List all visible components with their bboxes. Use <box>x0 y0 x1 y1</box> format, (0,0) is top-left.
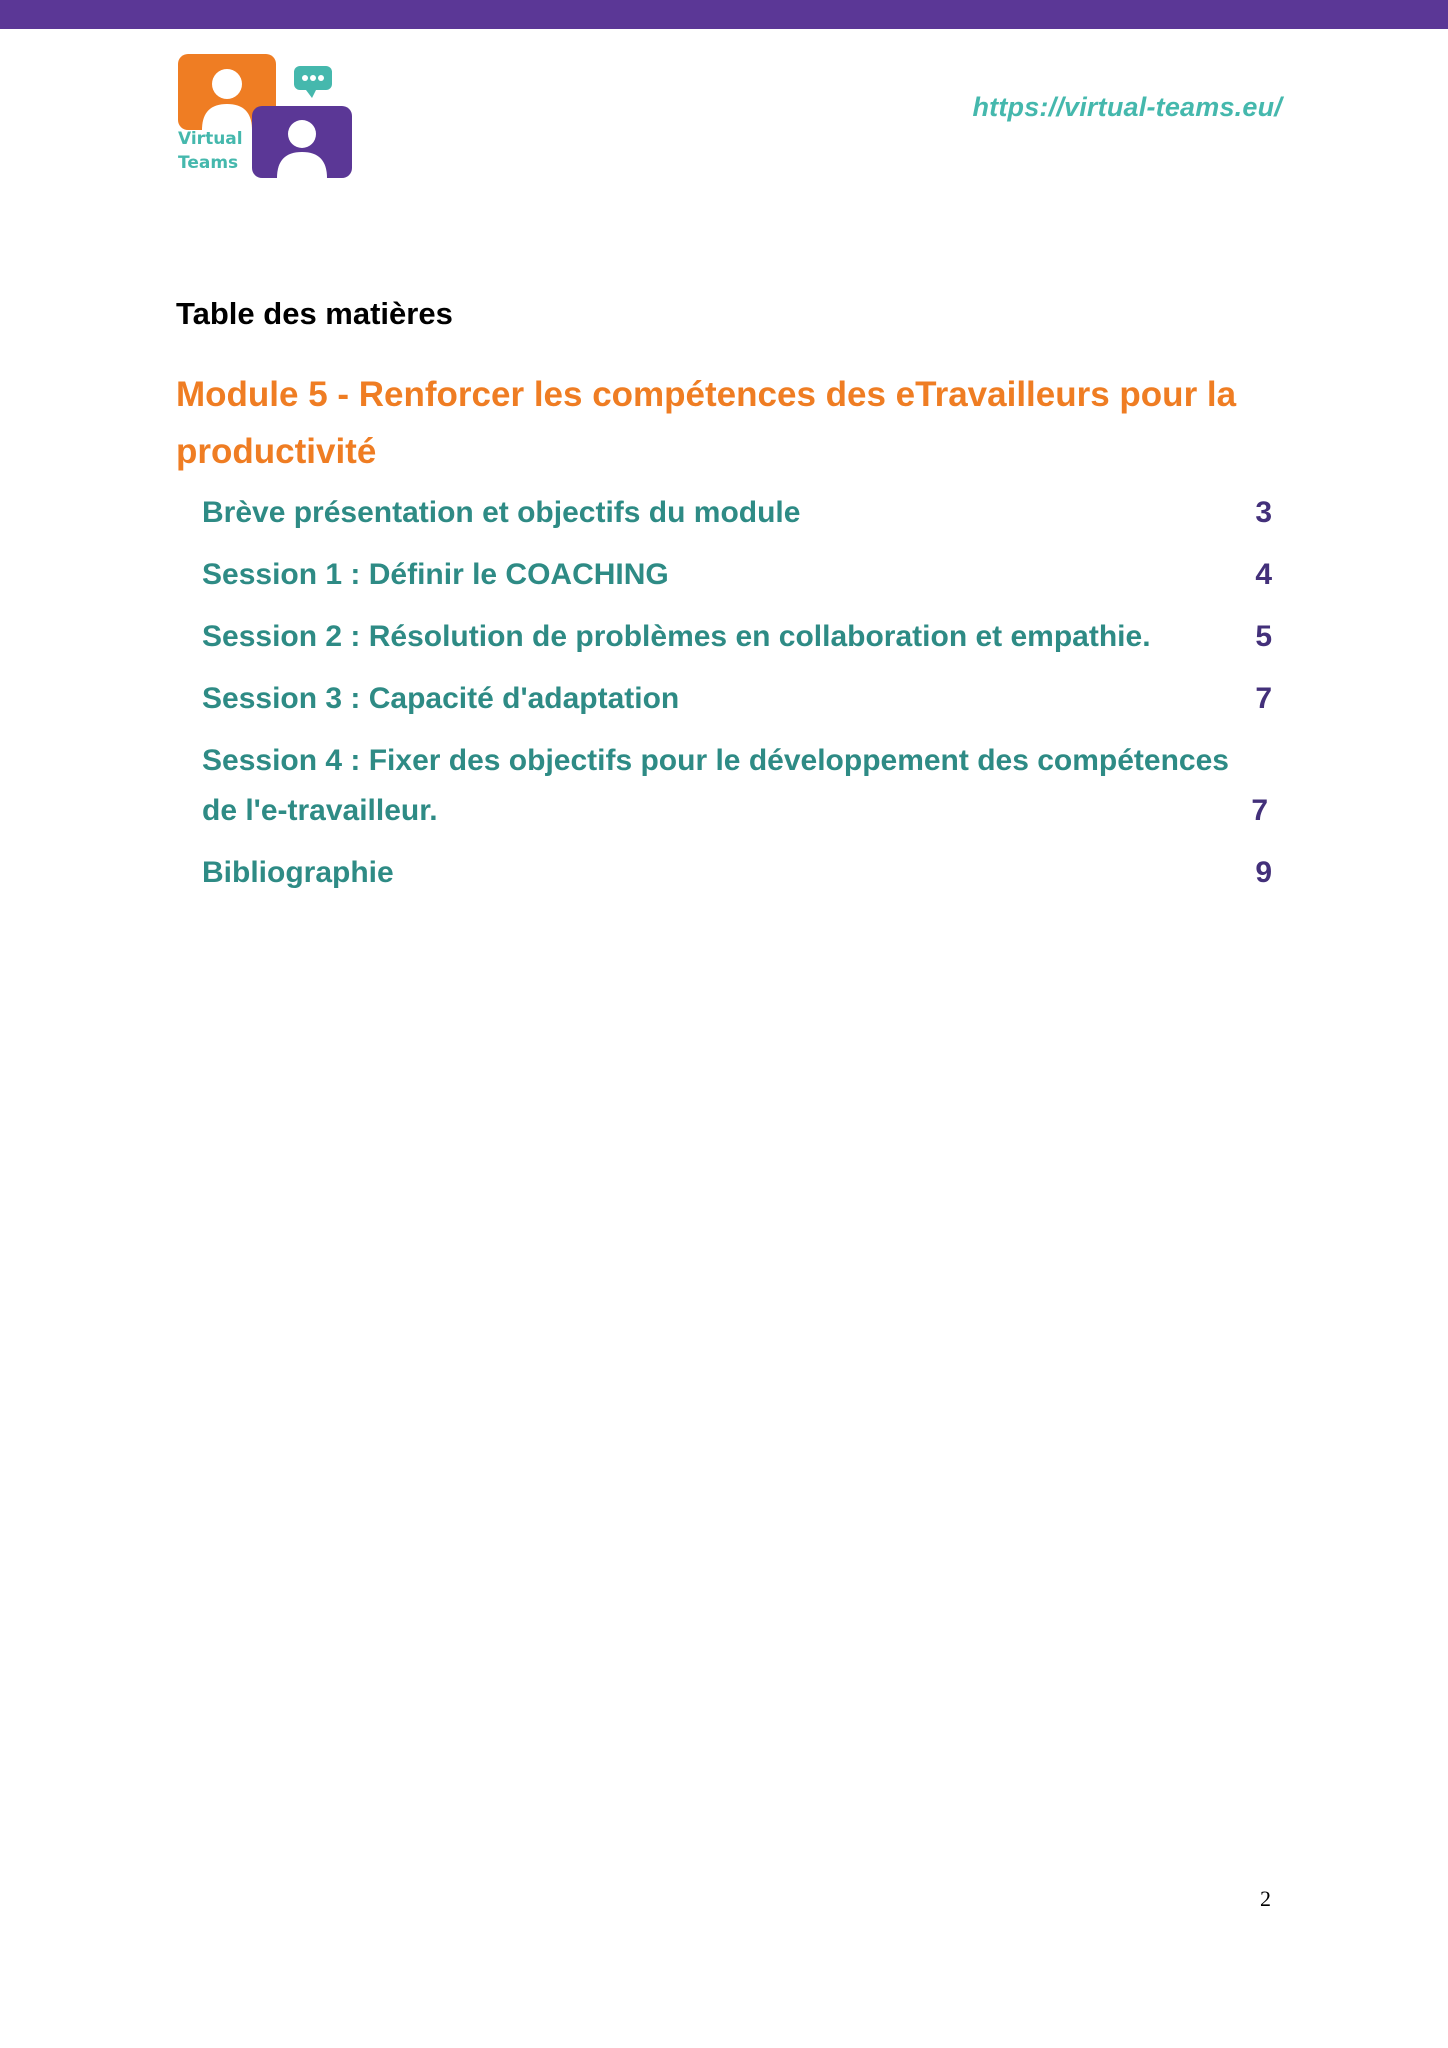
toc-entry-bibliography[interactable] <box>202 848 1272 898</box>
top-accent-bar <box>0 0 1448 29</box>
page-number: 2 <box>1260 1886 1271 1911</box>
logo-text-virtual: Virtual <box>178 129 243 149</box>
toc-entry-label: Brève présentation et objectifs du module <box>202 496 801 529</box>
toc-entry-page: 4 <box>1255 558 1272 591</box>
toc-module-title[interactable]: Module 5 - Renforcer les compétences des eTravailleurs pour la productivité <box>176 375 1237 471</box>
toc-entry-session-1[interactable] <box>202 550 1272 600</box>
virtual-teams-logo <box>176 52 356 180</box>
toc-heading: Table des matières <box>176 296 453 331</box>
header-website-link[interactable]: https://virtual-teams.eu/ <box>972 92 1282 122</box>
toc-entry-session-4[interactable] <box>202 736 1272 836</box>
toc-entry-page: 7 <box>1251 794 1268 827</box>
toc-entry-label: Session 1 : Définir le COACHING <box>202 558 669 591</box>
toc-entry-label: Session 2 : Résolution de problèmes en collaboration et empathie. <box>202 620 1151 653</box>
toc-entry-session-2[interactable] <box>202 612 1272 662</box>
toc-entry-label: Session 3 : Capacité d'adaptation <box>202 682 680 715</box>
toc-entry-page: 9 <box>1255 856 1272 889</box>
toc-entry-page: 5 <box>1255 620 1272 653</box>
toc-entry-session-3[interactable] <box>202 674 1272 724</box>
toc-entry-label: Session 4 : Fixer des objectifs pour le développement des compétences de l'e-travailleur. <box>202 744 1229 827</box>
toc-entry-label: Bibliographie <box>202 856 394 889</box>
toc-entry-page: 3 <box>1255 496 1272 529</box>
toc-entry-page: 7 <box>1255 682 1272 715</box>
toc-list <box>202 488 1272 898</box>
toc-entry-presentation[interactable] <box>202 488 1272 538</box>
logo-text-teams: Teams <box>178 153 239 173</box>
